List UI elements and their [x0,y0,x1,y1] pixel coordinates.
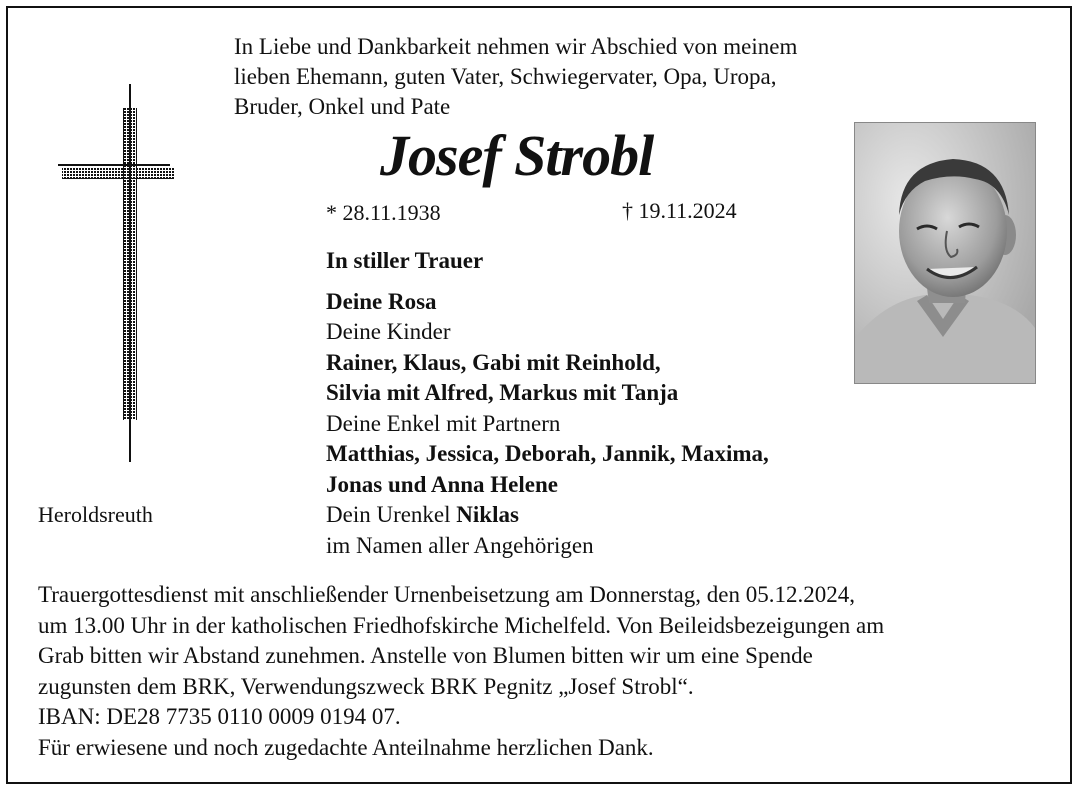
children-label: Deine Kinder [326,319,451,344]
intro-line: In Liebe und Dankbarkeit nehmen wir Abschied von meinem [234,34,798,59]
intro-text [234,32,934,122]
greatgrandchild-line [326,500,769,531]
greatgrandchild-label: Dein Urenkel [326,502,451,527]
closing-line: Trauergottesdienst mit anschließender Urnenbeisetzung am Donnerstag, den 05.12.2024, [38,582,855,607]
closing-line: zugunsten dem BRK, Verwendungszweck BRK Pegnitz „Josef Strobl“. [38,673,694,699]
children-names: Rainer, Klaus, Gabi mit Reinhold, [326,349,661,375]
grandchildren-label: Deine Enkel mit Partnern [326,410,561,436]
mourners-heading: In stiller Trauer [326,248,484,273]
death-date: † 19.11.2024 [622,198,737,223]
wife-name: Deine Rosa [326,288,437,314]
cross-icon [52,84,212,469]
greatgrandchild-name: Niklas [456,502,519,527]
children-names: Silvia mit Alfred, Markus mit Tanja [326,380,679,405]
birth-date: * 28.11.1938 [326,200,441,225]
deceased-name: Josef Strobl [380,123,654,188]
closing-text [38,580,1068,763]
mourners-list [326,246,769,561]
intro-line: Bruder, Onkel und Pate [234,94,451,119]
obituary-notice [6,6,1072,784]
closing-line: um 13.00 Uhr in der katholischen Friedhofskirche Michelfeld. Von Beileidsbezeigungen am [38,612,885,638]
grandchildren-names: Jonas und Anna Helene [326,471,558,497]
closing-line: Grab bitten wir Abstand zunehmen. Anstelle von Blumen bitten wir um eine Spende [38,643,813,668]
grandchildren-names: Matthias, Jessica, Deborah, Jannik, Maxima, [326,441,769,466]
portrait-photo [854,122,1036,384]
intro-line: lieben Ehemann, guten Vater, Schwiegervater, Opa, Uropa, [234,64,777,89]
relatives-line: im Namen aller Angehörigen [326,532,594,558]
closing-line: IBAN: DE28 7735 0110 0009 0194 07. [38,704,401,729]
place-name: Heroldsreuth [38,502,153,527]
closing-line: Für erwiesene und noch zugedachte Anteilnahme herzlichen Dank. [38,734,654,760]
portrait-illustration [855,123,1035,383]
